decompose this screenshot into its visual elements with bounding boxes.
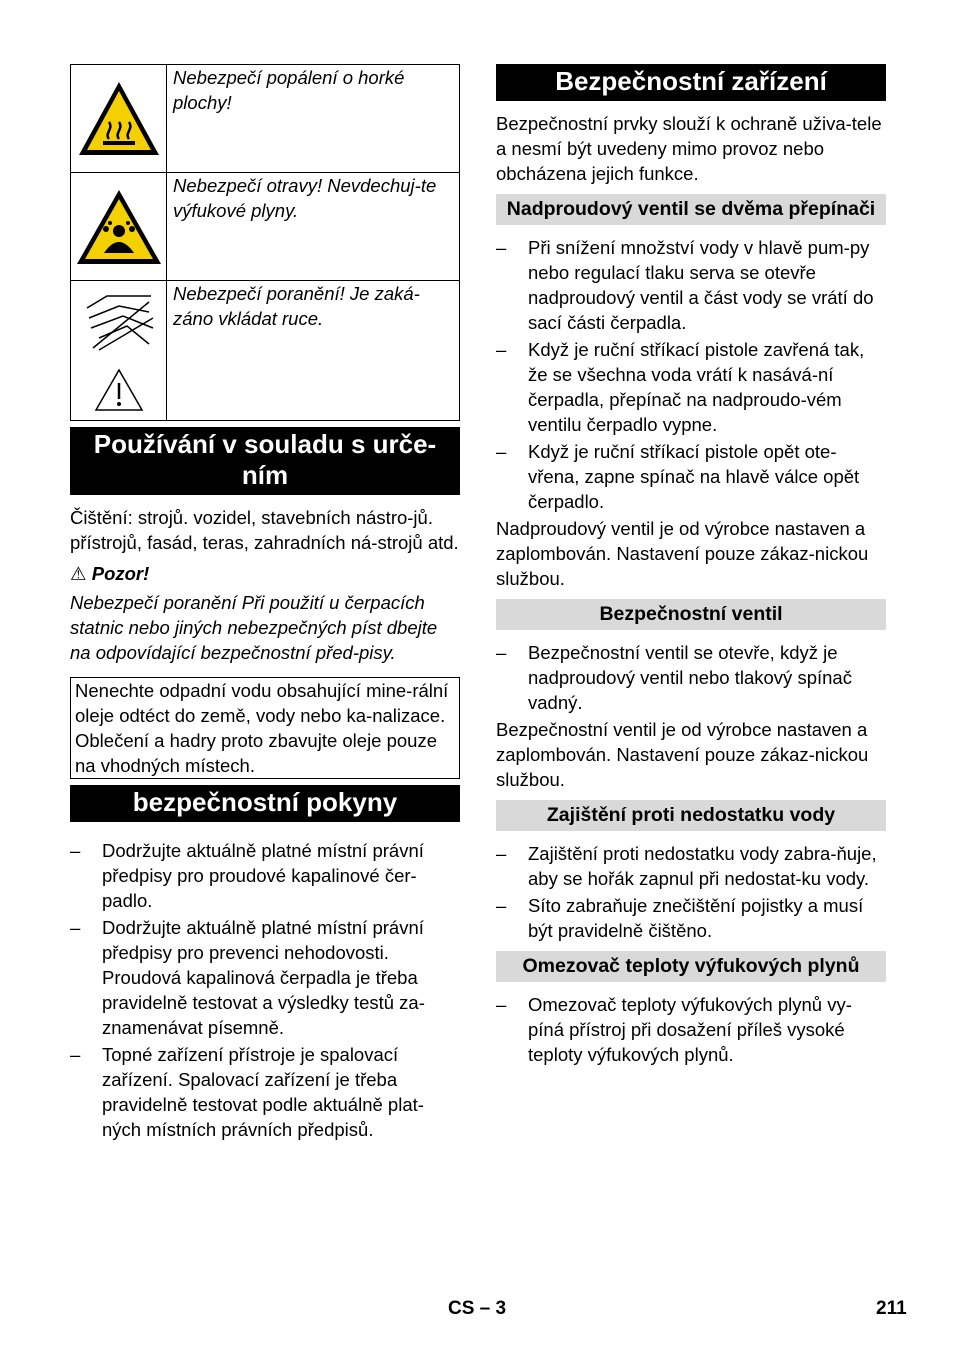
no-hands-icon bbox=[71, 281, 167, 420]
toxic-fumes-icon bbox=[71, 173, 167, 280]
list-item: – Síto zabraňuje znečištění pojistky a musí být pravidelně čištěno. bbox=[496, 895, 864, 941]
environment-notice-box bbox=[70, 677, 460, 779]
overflow-valve-list bbox=[496, 235, 886, 514]
warning-text: Nebezpečí poranění! Je zaká-záno vkládat ruce. bbox=[173, 283, 420, 329]
footer-section-label: CS – 3 bbox=[448, 1298, 507, 1319]
subheading-overflow-valve: Nadproudový ventil se dvěma přepínači bbox=[496, 194, 886, 225]
list-item: – Při snížení množství vody v hlavě pum-py nebo regulací tlaku serva se otevře nadproudový ventil a část vody se vrátí do sací části čerpadla. bbox=[496, 237, 874, 333]
left-column bbox=[70, 64, 460, 1144]
right-column bbox=[496, 64, 886, 1069]
warning-triangle-icon: ⚠ bbox=[70, 563, 87, 584]
list-item: – Topné zařízení přístroje je spalovací zařízení. Spalovací zařízení je třeba pravidelně testovat podle aktuálně plat-ných místních právních předpisů. bbox=[70, 1044, 424, 1140]
overflow-valve-note: Nadproudový ventil je od výrobce nastaven a zaplombován. Nastavení pouze zákaz-nickou službou. bbox=[496, 518, 869, 589]
safety-instructions-list bbox=[70, 838, 460, 1142]
list-item: – Dodržujte aktuálně platné místní právní předpisy pro prevenci nehodovosti. Proudová kapalinová čerpadla je třeba pravidelně testovat a výsledky testů za-znamenávat písemně. bbox=[70, 917, 425, 1038]
hot-surface-icon bbox=[71, 65, 167, 172]
warning-triangle-icon bbox=[93, 367, 145, 413]
list-item: – Dodržujte aktuálně platné místní právní předpisy pro proudové kapalinové čer-padlo. bbox=[70, 840, 424, 911]
warning-row-toxic bbox=[71, 173, 459, 281]
caution-heading: ⚠ Pozor! bbox=[70, 563, 150, 584]
page-number: 211 bbox=[876, 1298, 907, 1319]
list-item: – Omezovač teploty výfukových plynů vy-píná přístroj při dosažení příleš vysoké teploty výfukových plynů. bbox=[496, 994, 852, 1065]
safety-valve-list bbox=[496, 640, 886, 715]
environment-notice-text: Nenechte odpadní vodu obsahující mine-rální oleje odtéct do země, vody nebo ka-nalizace. Oblečení a hadry proto zbavujte oleje pouze na vhodných místech. bbox=[75, 680, 449, 776]
list-item: – Když je ruční stříkací pistole zavřená tak, že se všechna voda vrátí k nasává-ní čerpadla, přepínač na nadproudo-vém ventilu čerpadlo vypne. bbox=[496, 339, 865, 435]
list-item: – Bezpečnostní ventil se otevře, když je nadproudový ventil nebo tlakový spínač vadný. bbox=[496, 642, 852, 713]
water-shortage-list bbox=[496, 841, 886, 943]
safety-valve-note: Bezpečnostní ventil je od výrobce nastaven a zaplombován. Nastavení pouze zákaz-nickou službou. bbox=[496, 719, 869, 790]
list-item: – Když je ruční stříkací pistole opět ote-vřena, zapne spínač na hlavě válce opět čerpadlo. bbox=[496, 441, 860, 512]
heading-safety-instructions: bezpečnostní pokyny bbox=[70, 785, 460, 822]
intended-use-text: Čištění: strojů. vozidel, stavebních nástro-jů. přístrojů, fasád, teras, zahradních ná-strojů atd. bbox=[70, 507, 459, 553]
warning-text: Nebezpečí popálení o horké plochy! bbox=[173, 67, 405, 113]
heading-intended-use: Používání v souladu s urče-ním bbox=[70, 427, 460, 495]
subheading-exhaust-limiter: Omezovač teploty výfukových plynů bbox=[496, 951, 886, 982]
warning-symbols-table bbox=[70, 64, 460, 421]
warning-text: Nebezpečí otravy! Nevdechuj-te výfukové plyny. bbox=[173, 175, 437, 221]
list-item: – Zajištění proti nedostatku vody zabra-ňuje, aby se hořák zapnul při nedostat-ku vody. bbox=[496, 843, 877, 889]
safety-devices-intro: Bezpečnostní prvky slouží k ochraně uživa-tele a nesmí být uvedeny mimo provoz nebo obcházena jejich funkce. bbox=[496, 113, 882, 184]
subheading-water-shortage: Zajištění proti nedostatku vody bbox=[496, 800, 886, 831]
heading-safety-devices: Bezpečnostní zařízení bbox=[496, 64, 886, 101]
warning-row-hands bbox=[71, 281, 459, 420]
exhaust-limiter-list bbox=[496, 992, 886, 1067]
subheading-safety-valve: Bezpečnostní ventil bbox=[496, 599, 886, 630]
warning-row-hot-surface bbox=[71, 65, 459, 173]
caution-text: Nebezpečí poranění Při použití u čerpacích statnic nebo jiných nebezpečných píst dbejte na odpovídající bezpečnostní před-pisy. bbox=[70, 592, 438, 663]
